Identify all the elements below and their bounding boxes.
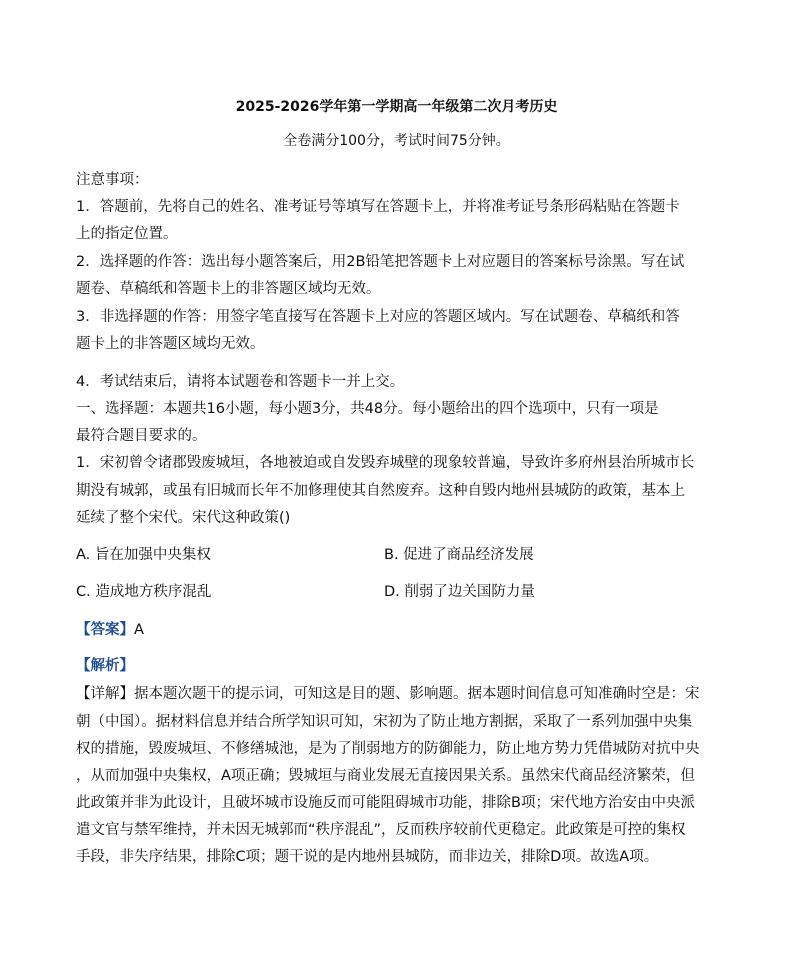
option-a: A. 旨在加强中央集权 <box>76 547 211 563</box>
question-stem-line-2: 期没有城郭，或虽有旧城而长年不加修理使其自然废弃。这种自毁内地州县城防的政策，基本上 <box>76 483 685 499</box>
option-c: C. 造成地方秩序混乱 <box>76 584 212 600</box>
answer-line <box>76 618 144 639</box>
notice-item-4: 4．考试结束后，请将本试题卷和答题卡一并上交。 <box>76 374 405 390</box>
detail-line-2: 朝（中国）。据材料信息并结合所学知识可知，宋初为了防止地方割据，采取了一系列加强中央集 <box>76 714 693 730</box>
exam-subtitle: 全卷满分100分，考试时间75分钟。 <box>283 133 510 149</box>
section-heading-line-1: 一、选择题：本题共16小题，每小题3分，共48分。每小题给出的四个选项中，只有一项是 <box>76 401 659 417</box>
exam-title: 2025-2026学年第一学期高一年级第二次月考历史 <box>235 99 558 115</box>
detail-line-1: 【详解】据本题次题干的提示词，可知这是目的题、影响题。据本题时间信息可知准确时空是：宋 <box>76 686 700 702</box>
answer-label: 【答案】 <box>76 622 134 638</box>
detail-line-5: 此政策并非为此设计，且破坏城市设施反而可能阻碍城市功能，排除B项；宋代地方治安由中央派 <box>76 795 695 811</box>
notice-item-3-line-2: 题卡上的非答题区域均无效。 <box>76 336 265 352</box>
question-stem-line-3: 延续了整个宋代。宋代这种政策() <box>76 510 291 526</box>
answer-value: A <box>134 622 144 638</box>
notice-item-2-line-1: 2．选择题的作答：选出每小题答案后，用2B铅笔把答题卡上对应题目的答案标号涂黑。写在试 <box>76 254 685 270</box>
section-heading-line-2: 最符合题目要求的。 <box>76 428 207 444</box>
notice-item-2-line-2: 题卷、草稿纸和答题卡上的非答题区域均无效。 <box>76 281 381 297</box>
notice-heading: 注意事项： <box>76 172 149 188</box>
detail-line-3: 权的措施，毁废城垣、不修缮城池，是为了削弱地方的防御能力，防止地方势力凭借城防对抗中央 <box>76 741 700 757</box>
notice-item-1-line-2: 上的指定位置。 <box>76 226 178 242</box>
notice-item-1-line-1: 1．答题前，先将自己的姓名、准考证号等填写在答题卡上，并将准考证号条形码粘贴在答题卡 <box>76 199 680 215</box>
detail-line-4: ，从而加强中央集权，A项正确；毁城垣与商业发展无直接因果关系。虽然宋代商品经济繁荣，但 <box>76 768 695 784</box>
notice-item-3-line-1: 3．非选择题的作答：用签字笔直接写在答题卡上对应的答题区域内。写在试题卷、草稿纸和答 <box>76 309 680 325</box>
option-d: D. 削弱了边关国防力量 <box>384 584 535 600</box>
detail-line-7: 手段，非失序结果，排除C项；题干说的是内地州县城防，而非边关，排除D项。故选A项。 <box>76 849 659 865</box>
analysis-label: 【解析】 <box>76 658 134 674</box>
option-b: B. 促进了商品经济发展 <box>384 547 534 563</box>
question-stem-line-1: 1．宋初曾令诸郡毁废城垣，各地被迫或自发毁弃城壁的现象较普遍，导致许多府州县治所城市长 <box>76 455 695 471</box>
detail-line-6: 遣文官与禁军维持，并未因无城郭而“秩序混乱”，反而秩序较前代更稳定。此政策是可控的集权 <box>76 822 686 838</box>
